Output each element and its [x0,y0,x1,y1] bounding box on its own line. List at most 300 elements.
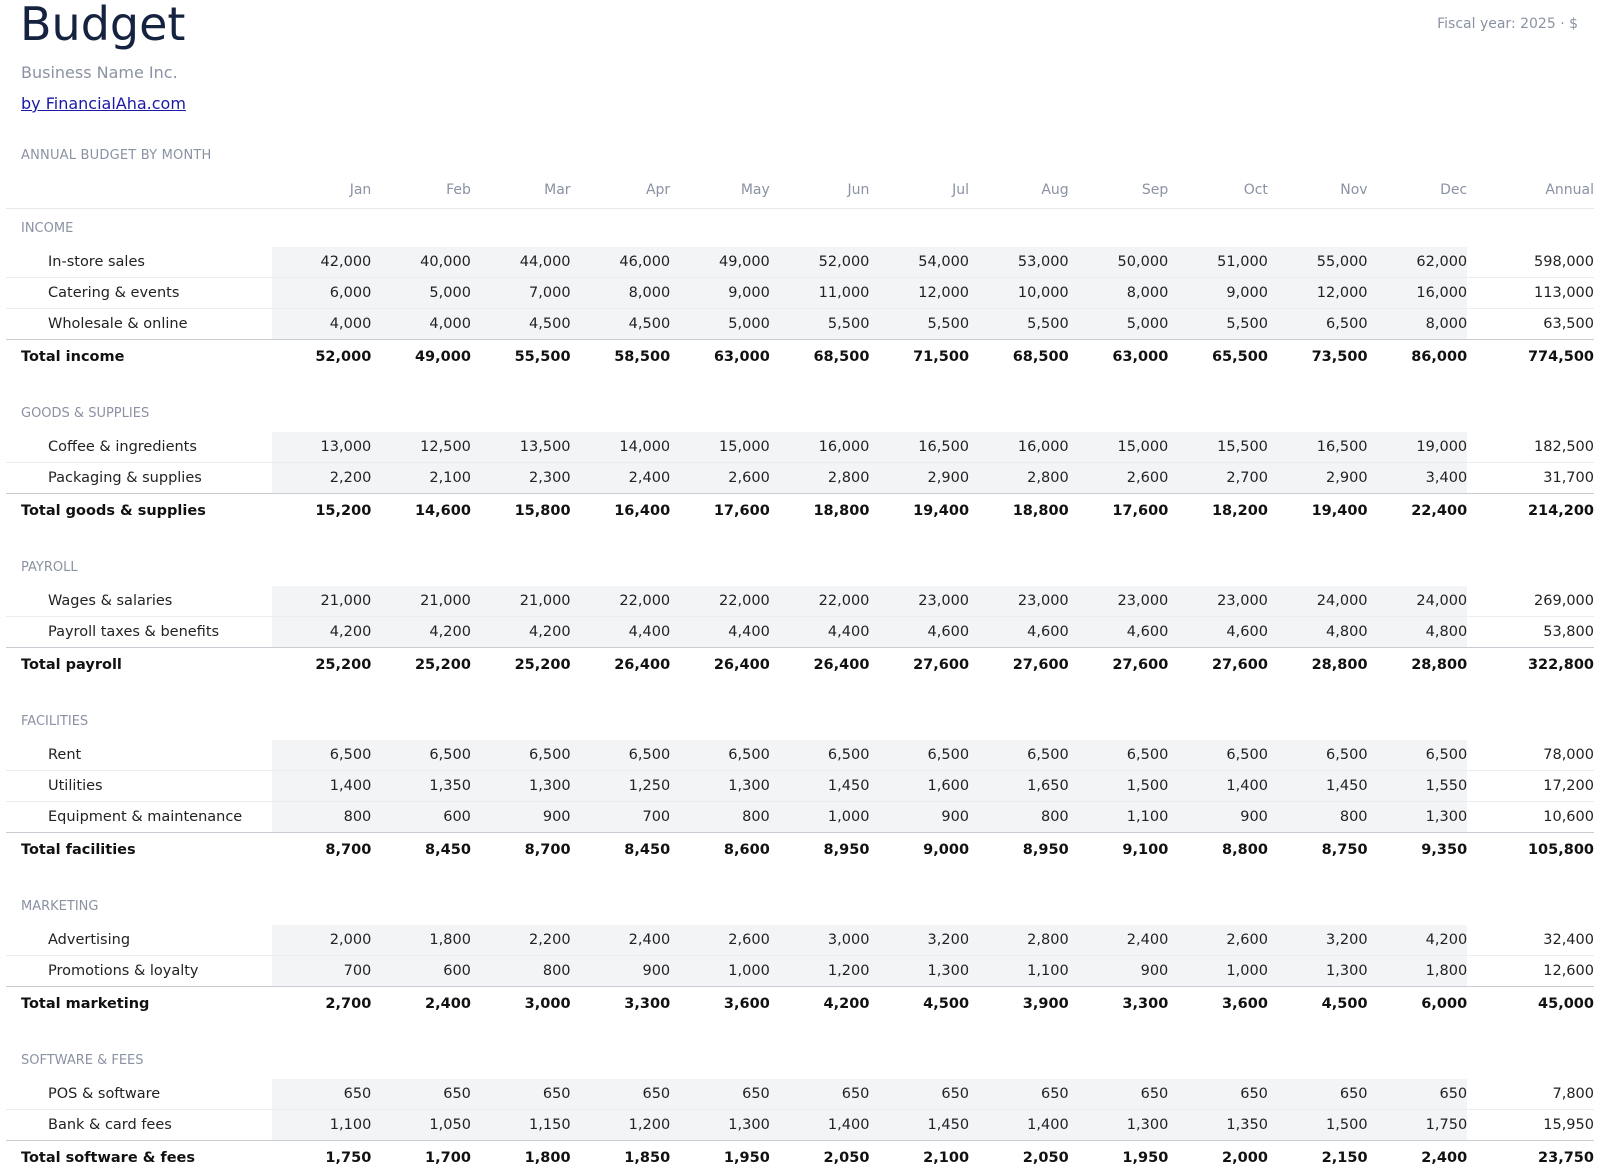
table-row [6,925,1594,956]
month-value-cell: 1,400 [1168,771,1268,802]
row-label: Packaging & supplies [48,470,202,486]
month-value-cell: 16,000 [1368,278,1468,309]
annual-value-cell: 10,600 [1467,802,1594,833]
table-row [6,278,1594,309]
column-header: Jul [869,172,969,208]
total-month-value: 9,100 [1069,833,1169,867]
month-value-cell: 1,350 [1168,1110,1268,1141]
total-row [6,1141,1594,1175]
financialaha-link[interactable]: by FinancialAha.com [21,94,186,113]
row-label: Bank & card fees [48,1117,172,1133]
total-month-value: 8,800 [1168,833,1268,867]
total-month-value: 28,800 [1368,648,1468,682]
annual-value-cell: 15,950 [1467,1110,1594,1141]
total-annual-value: 214,200 [1467,494,1594,528]
month-value-cell: 3,400 [1368,463,1468,494]
month-value-cell: 1,300 [670,771,770,802]
annual-value-cell: 17,200 [1467,771,1594,802]
total-month-value: 2,400 [371,987,471,1021]
month-value-cell: 10,000 [969,278,1069,309]
table-row [6,463,1594,494]
month-value-cell: 6,500 [1368,740,1468,771]
total-month-value: 14,600 [371,494,471,528]
month-value-cell: 53,000 [969,247,1069,278]
total-month-value: 2,050 [969,1141,1069,1175]
total-month-value: 58,500 [571,340,671,374]
total-month-value: 1,950 [1069,1141,1169,1175]
month-value-cell: 4,200 [371,617,471,648]
total-month-value: 9,000 [869,833,969,867]
month-value-cell: 5,500 [770,309,870,340]
total-label: Total payroll [6,648,272,682]
total-month-value: 49,000 [371,340,471,374]
group-header-row [6,548,1594,586]
month-value-cell: 22,000 [670,586,770,617]
group-header-row [6,394,1594,432]
month-value-cell: 6,500 [670,740,770,771]
month-value-cell: 22,000 [571,586,671,617]
month-value-cell: 1,000 [770,802,870,833]
total-month-value: 18,800 [969,494,1069,528]
month-value-cell: 800 [272,802,372,833]
total-annual-value: 45,000 [1467,987,1594,1021]
total-annual-value: 774,500 [1467,340,1594,374]
month-value-cell: 2,900 [1268,463,1368,494]
annual-value-cell: 7,800 [1467,1079,1594,1110]
total-month-value: 73,500 [1268,340,1368,374]
month-value-cell: 5,500 [1168,309,1268,340]
total-month-value: 8,600 [670,833,770,867]
month-value-cell: 2,600 [670,463,770,494]
month-value-cell: 15,000 [1069,432,1169,463]
total-annual-value: 23,750 [1467,1141,1594,1175]
month-value-cell: 2,200 [471,925,571,956]
total-month-value: 3,600 [670,987,770,1021]
month-value-cell: 1,300 [471,771,571,802]
month-value-cell: 1,300 [1069,1110,1169,1141]
total-month-value: 52,000 [272,340,372,374]
total-month-value: 8,750 [1268,833,1368,867]
month-value-cell: 2,800 [770,463,870,494]
month-value-cell: 4,800 [1368,617,1468,648]
month-value-cell: 23,000 [869,586,969,617]
total-month-value: 25,200 [371,648,471,682]
total-month-value: 19,400 [1268,494,1368,528]
month-value-cell: 900 [1168,802,1268,833]
group-header-row [6,887,1594,925]
month-value-cell: 650 [770,1079,870,1110]
month-value-cell: 650 [1168,1079,1268,1110]
group-title: MARKETING [21,899,99,914]
month-value-cell: 2,400 [571,463,671,494]
month-value-cell: 4,400 [571,617,671,648]
month-value-cell: 1,800 [371,925,471,956]
month-value-cell: 600 [371,802,471,833]
total-month-value: 1,850 [571,1141,671,1175]
month-value-cell: 2,400 [1069,925,1169,956]
month-value-cell: 650 [670,1079,770,1110]
column-header: Annual [1467,172,1594,208]
total-row [6,833,1594,867]
month-value-cell: 1,450 [869,1110,969,1141]
month-value-cell: 700 [571,802,671,833]
total-month-value: 8,450 [371,833,471,867]
month-value-cell: 2,100 [371,463,471,494]
total-month-value: 3,900 [969,987,1069,1021]
month-value-cell: 2,600 [1069,463,1169,494]
month-value-cell: 1,100 [272,1110,372,1141]
month-value-cell: 1,050 [371,1110,471,1141]
month-value-cell: 5,000 [670,309,770,340]
total-month-value: 19,400 [869,494,969,528]
month-value-cell: 4,600 [869,617,969,648]
month-value-cell: 6,500 [1069,740,1169,771]
business-name: Business Name Inc. [21,63,178,82]
column-header: May [670,172,770,208]
group-title: GOODS & SUPPLIES [21,406,150,421]
month-value-cell: 8,000 [571,278,671,309]
total-month-value: 8,950 [969,833,1069,867]
month-value-cell: 3,200 [869,925,969,956]
group-title: PAYROLL [21,560,78,575]
total-month-value: 15,800 [471,494,571,528]
total-month-value: 3,000 [471,987,571,1021]
total-label: Total marketing [6,987,272,1021]
table-section-heading: ANNUAL BUDGET BY MONTH [21,148,212,163]
month-value-cell: 1,300 [1368,802,1468,833]
column-header: Apr [571,172,671,208]
month-value-cell: 1,600 [869,771,969,802]
month-value-cell: 15,500 [1168,432,1268,463]
month-value-cell: 62,000 [1368,247,1468,278]
month-value-cell: 16,000 [969,432,1069,463]
total-month-value: 27,600 [869,648,969,682]
month-value-cell: 6,500 [1168,740,1268,771]
annual-value-cell: 31,700 [1467,463,1594,494]
month-value-cell: 6,500 [571,740,671,771]
month-value-cell: 15,000 [670,432,770,463]
total-month-value: 2,150 [1268,1141,1368,1175]
total-row [6,494,1594,528]
annual-value-cell: 182,500 [1467,432,1594,463]
month-value-cell: 8,000 [1368,309,1468,340]
page-title: Budget [20,0,186,51]
month-value-cell: 23,000 [969,586,1069,617]
total-month-value: 18,200 [1168,494,1268,528]
total-month-value: 3,300 [571,987,671,1021]
total-month-value: 68,500 [770,340,870,374]
row-label: Promotions & loyalty [48,963,199,979]
row-label: POS & software [6,1079,272,1110]
month-value-cell: 1,450 [770,771,870,802]
month-value-cell: 1,300 [869,956,969,987]
table-row [6,740,1594,771]
month-value-cell: 6,500 [272,740,372,771]
column-header-blank [6,172,272,208]
annual-value-cell: 598,000 [1467,247,1594,278]
month-value-cell: 2,700 [1168,463,1268,494]
total-month-value: 65,500 [1168,340,1268,374]
group-title: SOFTWARE & FEES [21,1053,144,1068]
month-value-cell: 4,000 [272,309,372,340]
month-value-cell: 1,100 [969,956,1069,987]
month-value-cell: 55,000 [1268,247,1368,278]
total-month-value: 8,700 [471,833,571,867]
total-month-value: 8,450 [571,833,671,867]
month-value-cell: 51,000 [1168,247,1268,278]
annual-value-cell: 53,800 [1467,617,1594,648]
month-value-cell: 4,500 [471,309,571,340]
column-header: Mar [471,172,571,208]
row-label: Wholesale & online [48,316,188,332]
group-header-row [6,1041,1594,1079]
month-value-cell: 1,200 [571,1110,671,1141]
month-value-cell: 9,000 [1168,278,1268,309]
total-month-value: 3,300 [1069,987,1169,1021]
column-header: Sep [1069,172,1169,208]
month-value-cell: 6,000 [272,278,372,309]
month-value-cell: 1,500 [1268,1110,1368,1141]
month-value-cell: 12,000 [1268,278,1368,309]
month-value-cell: 19,000 [1368,432,1468,463]
total-month-value: 1,750 [272,1141,372,1175]
fiscal-year-label: Fiscal year: 2025 · $ [1437,16,1578,32]
month-value-cell: 3,200 [1268,925,1368,956]
total-month-value: 1,950 [670,1141,770,1175]
total-month-value: 63,000 [670,340,770,374]
table-row [6,247,1594,278]
total-month-value: 17,600 [1069,494,1169,528]
row-label: Advertising [6,925,272,956]
month-value-cell: 4,200 [1368,925,1468,956]
total-month-value: 63,000 [1069,340,1169,374]
month-value-cell: 46,000 [571,247,671,278]
column-header: Feb [371,172,471,208]
table-row [6,956,1594,987]
month-value-cell: 6,500 [869,740,969,771]
row-label: Equipment & maintenance [48,809,243,825]
total-month-value: 28,800 [1268,648,1368,682]
annual-value-cell: 113,000 [1467,278,1594,309]
month-value-cell: 650 [1268,1079,1368,1110]
month-value-cell: 1,300 [1268,956,1368,987]
total-month-value: 2,000 [1168,1141,1268,1175]
month-value-cell: 4,600 [1069,617,1169,648]
month-value-cell: 650 [371,1079,471,1110]
total-month-value: 26,400 [670,648,770,682]
month-value-cell: 13,000 [272,432,372,463]
total-label: Total income [6,340,272,374]
month-value-cell: 650 [1368,1079,1468,1110]
annual-value-cell: 32,400 [1467,925,1594,956]
total-month-value: 26,400 [571,648,671,682]
month-value-cell: 2,900 [869,463,969,494]
month-value-cell: 650 [571,1079,671,1110]
month-value-cell: 1,450 [1268,771,1368,802]
column-header: Jun [770,172,870,208]
month-value-cell: 2,300 [471,463,571,494]
row-label: Wages & salaries [6,586,272,617]
total-month-value: 16,400 [571,494,671,528]
table-row [6,1079,1594,1110]
month-value-cell: 4,400 [670,617,770,648]
column-header: Oct [1168,172,1268,208]
month-value-cell: 600 [371,956,471,987]
month-value-cell: 650 [272,1079,372,1110]
annual-value-cell: 78,000 [1467,740,1594,771]
column-header: Jan [272,172,372,208]
total-month-value: 15,200 [272,494,372,528]
month-value-cell: 44,000 [471,247,571,278]
table-row [6,586,1594,617]
month-value-cell: 4,600 [969,617,1069,648]
month-value-cell: 24,000 [1368,586,1468,617]
table-row [6,617,1594,648]
month-value-cell: 16,000 [770,432,870,463]
month-value-cell: 21,000 [272,586,372,617]
month-value-cell: 23,000 [1069,586,1169,617]
month-value-cell: 49,000 [670,247,770,278]
month-value-cell: 2,600 [670,925,770,956]
table-row [6,309,1594,340]
month-value-cell: 2,400 [571,925,671,956]
row-label: Rent [6,740,272,771]
total-month-value: 3,600 [1168,987,1268,1021]
annual-value-cell: 63,500 [1467,309,1594,340]
budget-table [6,172,1594,1175]
total-month-value: 18,800 [770,494,870,528]
total-month-value: 2,700 [272,987,372,1021]
row-label: In-store sales [6,247,272,278]
total-annual-value: 322,800 [1467,648,1594,682]
row-label: Catering & events [6,278,272,309]
month-value-cell: 14,000 [571,432,671,463]
month-value-cell: 8,000 [1069,278,1169,309]
month-value-cell: 40,000 [371,247,471,278]
month-value-cell: 1,100 [1069,802,1169,833]
month-value-cell: 650 [471,1079,571,1110]
total-month-value: 9,350 [1368,833,1468,867]
total-row [6,987,1594,1021]
month-value-cell: 1,400 [770,1110,870,1141]
row-label: Payroll taxes & benefits [48,624,220,640]
row-label: Coffee & ingredients [6,432,272,463]
total-month-value: 27,600 [1069,648,1169,682]
month-value-cell: 23,000 [1168,586,1268,617]
month-value-cell: 1,200 [770,956,870,987]
total-month-value: 55,500 [471,340,571,374]
table-row [6,1110,1594,1141]
month-value-cell: 6,500 [1268,309,1368,340]
month-value-cell: 9,000 [670,278,770,309]
total-month-value: 2,050 [770,1141,870,1175]
group-title: INCOME [21,221,74,236]
total-month-value: 86,000 [1368,340,1468,374]
month-value-cell: 16,500 [869,432,969,463]
month-value-cell: 2,800 [969,463,1069,494]
month-value-cell: 800 [1268,802,1368,833]
total-month-value: 27,600 [969,648,1069,682]
total-label: Total goods & supplies [6,494,272,528]
annual-value-cell: 12,600 [1467,956,1594,987]
month-value-cell: 900 [471,802,571,833]
annual-value-cell: 269,000 [1467,586,1594,617]
month-value-cell: 1,250 [571,771,671,802]
month-value-cell: 4,200 [471,617,571,648]
total-month-value: 22,400 [1368,494,1468,528]
month-value-cell: 5,500 [869,309,969,340]
month-value-cell: 800 [471,956,571,987]
month-value-cell: 1,550 [1368,771,1468,802]
total-month-value: 17,600 [670,494,770,528]
total-month-value: 4,500 [869,987,969,1021]
month-value-cell: 6,500 [1268,740,1368,771]
month-value-cell: 6,500 [770,740,870,771]
month-value-cell: 700 [272,956,372,987]
month-value-cell: 5,500 [969,309,1069,340]
month-value-cell: 42,000 [272,247,372,278]
month-value-cell: 2,200 [272,463,372,494]
column-header-row [6,172,1594,208]
table-row [6,802,1594,833]
total-month-value: 1,800 [471,1141,571,1175]
month-value-cell: 4,400 [770,617,870,648]
month-value-cell: 4,200 [272,617,372,648]
table-row [6,432,1594,463]
column-header: Aug [969,172,1069,208]
month-value-cell: 1,150 [471,1110,571,1141]
total-row [6,340,1594,374]
month-value-cell: 1,000 [1168,956,1268,987]
month-value-cell: 22,000 [770,586,870,617]
total-label: Total facilities [6,833,272,867]
column-header: Dec [1368,172,1468,208]
total-row [6,648,1594,682]
group-header-row [6,208,1594,247]
month-value-cell: 1,500 [1069,771,1169,802]
total-month-value: 4,500 [1268,987,1368,1021]
month-value-cell: 2,000 [272,925,372,956]
month-value-cell: 1,000 [670,956,770,987]
total-month-value: 25,200 [471,648,571,682]
month-value-cell: 52,000 [770,247,870,278]
total-annual-value: 105,800 [1467,833,1594,867]
total-month-value: 4,200 [770,987,870,1021]
row-label: Utilities [6,771,272,802]
month-value-cell: 900 [571,956,671,987]
month-value-cell: 13,500 [471,432,571,463]
month-value-cell: 6,500 [471,740,571,771]
total-month-value: 8,700 [272,833,372,867]
month-value-cell: 1,350 [371,771,471,802]
total-month-value: 2,400 [1368,1141,1468,1175]
month-value-cell: 800 [969,802,1069,833]
total-month-value: 26,400 [770,648,870,682]
month-value-cell: 1,400 [272,771,372,802]
total-month-value: 2,100 [869,1141,969,1175]
month-value-cell: 11,000 [770,278,870,309]
total-month-value: 27,600 [1168,648,1268,682]
month-value-cell: 3,000 [770,925,870,956]
month-value-cell: 24,000 [1268,586,1368,617]
month-value-cell: 6,500 [969,740,1069,771]
month-value-cell: 1,800 [1368,956,1468,987]
total-month-value: 8,950 [770,833,870,867]
month-value-cell: 12,000 [869,278,969,309]
month-value-cell: 650 [869,1079,969,1110]
total-label: Total software & fees [6,1141,272,1175]
total-month-value: 25,200 [272,648,372,682]
